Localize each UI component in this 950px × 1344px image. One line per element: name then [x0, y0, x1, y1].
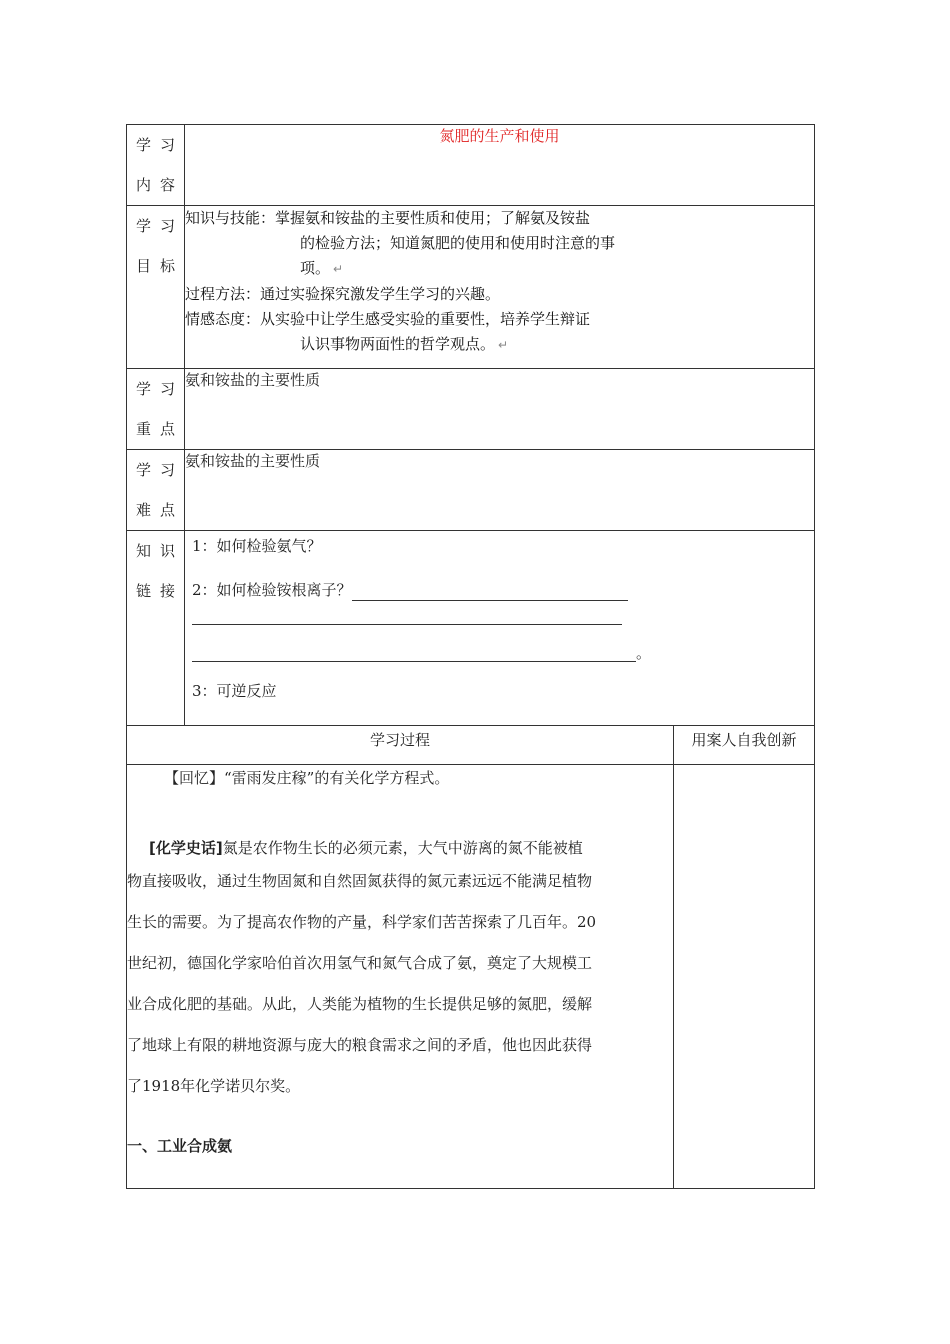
goals-row: [127, 206, 815, 369]
row-label-difficult-points: 学习 难点: [127, 450, 185, 531]
key-points-text: 氨和铵盐的主要性质: [185, 369, 815, 450]
row-label-key-points: 学习 重点: [127, 369, 185, 450]
row-label-knowledge-link: 知识 链接: [127, 531, 185, 726]
side-header: 用案人自我创新: [674, 726, 815, 765]
process-body-row: [127, 765, 815, 1189]
process-header-row: [127, 726, 815, 765]
lesson-plan-table: [126, 124, 815, 1189]
row-label-content: 学习 内容: [127, 125, 185, 206]
return-mark: ↵: [498, 338, 509, 352]
lesson-title: 氮肥的生产和使用: [185, 125, 815, 206]
learning-goals: 知识与技能：掌握氨和铵盐的主要性质和使用；了解氨及铵盐 的检验方法；知道氮肥的使用和使用时注意的事 项。 ↵ 过程方法：通过实验探究激发学生学习的兴趣。 情感态度：从实验中让学生感受实验的重要性，培养学生辩证 认识事物两面性的哲学观点。 ↵: [185, 206, 815, 369]
knowledge-link-content: [185, 531, 815, 726]
content-row: [127, 125, 815, 206]
key-points-row: [127, 369, 815, 450]
process-body: 【回忆】“雷雨发庄稼”的有关化学方程式。 [化学史话]氮是农作物生长的必须元素，大气中游离的氮不能被植 物直接吸收，通过生物固氮和自然固氮获得的氮元素远远不能满足植物 生长的需要。为了提高农作物的产量，科学家们苦苦探索了几百年。20 世纪初，德国化学家哈伯首次用氢气和氮气合成了氨，奠定了大规模工 业合成化肥的基础。从此，人类能为植物的生长提供足够的氮肥，缓解 了地球上有限的耕地资源与庞大的粮食需求之间的矛盾，他也因此获得 了1918年化学诺贝尔奖。 一、工业合成氨: [127, 765, 674, 1189]
answer-blank[interactable]: [192, 610, 622, 625]
difficult-points-text: 氨和铵盐的主要性质: [185, 450, 815, 531]
question-2: 2：如何检验铵根离子？: [185, 579, 814, 601]
recall-line: 【回忆】“雷雨发庄稼”的有关化学方程式。: [164, 769, 450, 787]
row-label-goals: 学习 目标: [127, 206, 185, 369]
difficult-points-row: [127, 450, 815, 531]
knowledge-link-row: [127, 531, 815, 726]
section-heading: 一、工业合成氨: [127, 1137, 233, 1155]
return-mark: ↵: [333, 262, 344, 276]
end-mark: 。: [636, 644, 652, 662]
process-header: 学习过程: [127, 726, 674, 765]
history-tag: [化学史话]: [149, 839, 223, 857]
self-innovation-notes[interactable]: [674, 765, 815, 1189]
question-1: 1：如何检验氨气？: [192, 537, 322, 555]
question-3: 3：可逆反应: [192, 682, 277, 700]
answer-blank[interactable]: [352, 586, 628, 601]
answer-blank[interactable]: [192, 647, 636, 662]
